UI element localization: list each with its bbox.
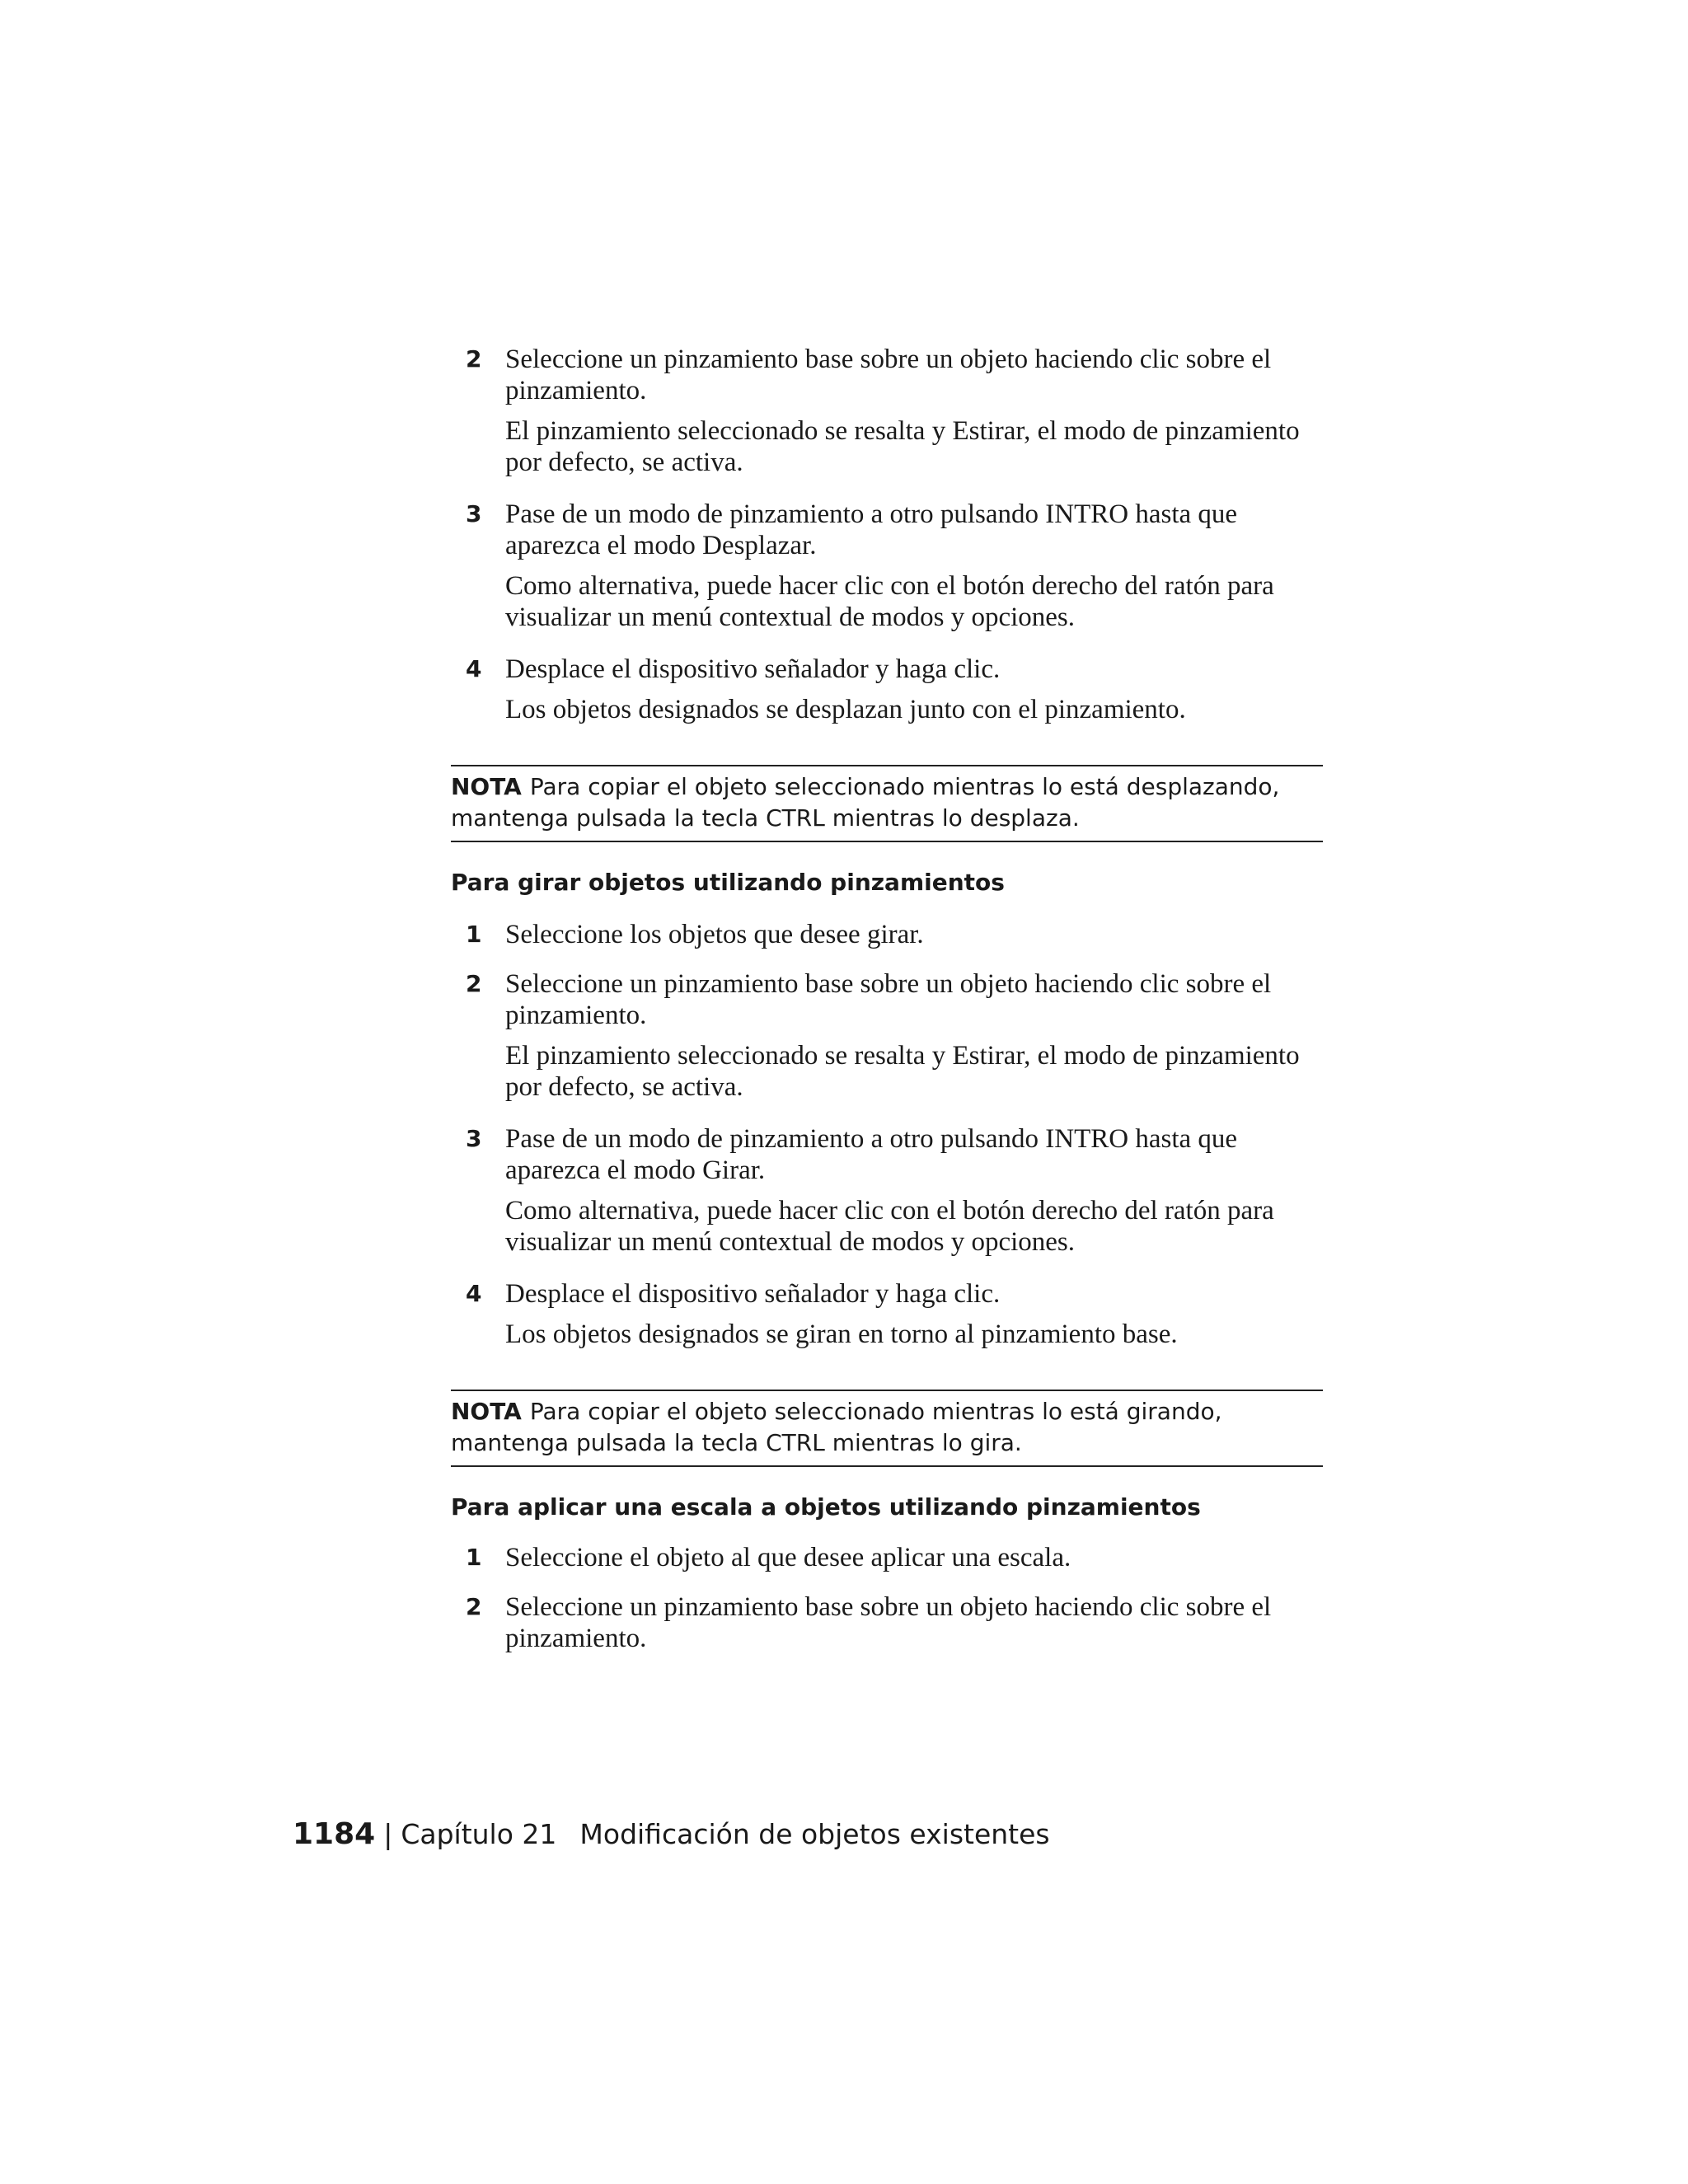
step-result: Los objetos designados se giran en torno al pinzamiento base.: [505, 1319, 1178, 1349]
step-number: 1: [466, 1544, 482, 1571]
rotate-step-4: [451, 1278, 1323, 1350]
step-text: Seleccione un pinzamiento base sobre un objeto haciendo clic sobre el pinzamiento.: [505, 344, 1272, 405]
note-label: NOTA: [451, 773, 522, 800]
move-step-3: [451, 499, 1323, 633]
step-result: Los objetos designados se desplazan junto con el pinzamiento.: [505, 695, 1186, 724]
page-number: 1184: [293, 1817, 376, 1851]
section-heading-rotate: Para girar objetos utilizando pinzamientos: [451, 869, 1005, 896]
step-text: Pase de un modo de pinzamiento a otro pulsando INTRO hasta que aparezca el modo Desplazar.: [505, 499, 1238, 560]
chapter-label: Capítulo 21: [401, 1818, 557, 1850]
move-step-4: [451, 654, 1323, 725]
move-step-2: [451, 344, 1323, 478]
step-number: 3: [466, 1125, 482, 1152]
note-text: Para copiar el objeto seleccionado mientras lo está girando, mantenga pulsada la tecla CTRL mientras lo gira.: [451, 1398, 1222, 1456]
note-rotate: [451, 1390, 1323, 1467]
step-text: Pase de un modo de pinzamiento a otro pulsando INTRO hasta que aparezca el modo Girar.: [505, 1124, 1238, 1185]
step-number: 2: [466, 1593, 482, 1620]
rotate-step-2: [451, 968, 1323, 1103]
footer-separator: |: [383, 1818, 393, 1850]
step-number: 3: [466, 500, 482, 527]
step-text: Seleccione el objeto al que desee aplicar una escala.: [505, 1543, 1071, 1572]
step-number: 2: [466, 345, 482, 373]
note-label: NOTA: [451, 1398, 522, 1425]
step-text: Seleccione un pinzamiento base sobre un objeto haciendo clic sobre el pinzamiento.: [505, 1592, 1272, 1653]
chapter-title: Modificación de objetos existentes: [579, 1818, 1050, 1850]
step-result: El pinzamiento seleccionado se resalta y Estirar, el modo de pinzamiento por defecto, se activa.: [505, 416, 1300, 477]
rotate-step-3: [451, 1123, 1323, 1258]
step-number: 4: [466, 655, 482, 682]
rotate-step-1: [451, 919, 1323, 950]
step-text: Desplace el dispositivo señalador y haga clic.: [505, 1279, 1001, 1309]
page-footer: [293, 1816, 1050, 1853]
scale-step-1: [451, 1542, 1323, 1573]
step-number: 4: [466, 1280, 482, 1307]
section-heading-scale: Para aplicar una escala a objetos utilizando pinzamientos: [451, 1493, 1201, 1521]
scale-step-2: [451, 1591, 1323, 1654]
step-text: Desplace el dispositivo señalador y haga clic.: [505, 654, 1001, 684]
step-text: Seleccione los objetos que desee girar.: [505, 920, 924, 949]
step-number: 2: [466, 970, 482, 997]
note-text: Para copiar el objeto seleccionado mientras lo está desplazando, mantenga pulsada la tecla CTRL mientras lo desplaza.: [451, 773, 1280, 832]
note-move: [451, 765, 1323, 842]
step-result: Como alternativa, puede hacer clic con el botón derecho del ratón para visualizar un menú contextual de modos y opciones.: [505, 571, 1274, 632]
step-result: Como alternativa, puede hacer clic con el botón derecho del ratón para visualizar un menú contextual de modos y opciones.: [505, 1196, 1274, 1257]
step-number: 1: [466, 921, 482, 948]
step-result: El pinzamiento seleccionado se resalta y Estirar, el modo de pinzamiento por defecto, se activa.: [505, 1041, 1300, 1102]
step-text: Seleccione un pinzamiento base sobre un objeto haciendo clic sobre el pinzamiento.: [505, 969, 1272, 1030]
